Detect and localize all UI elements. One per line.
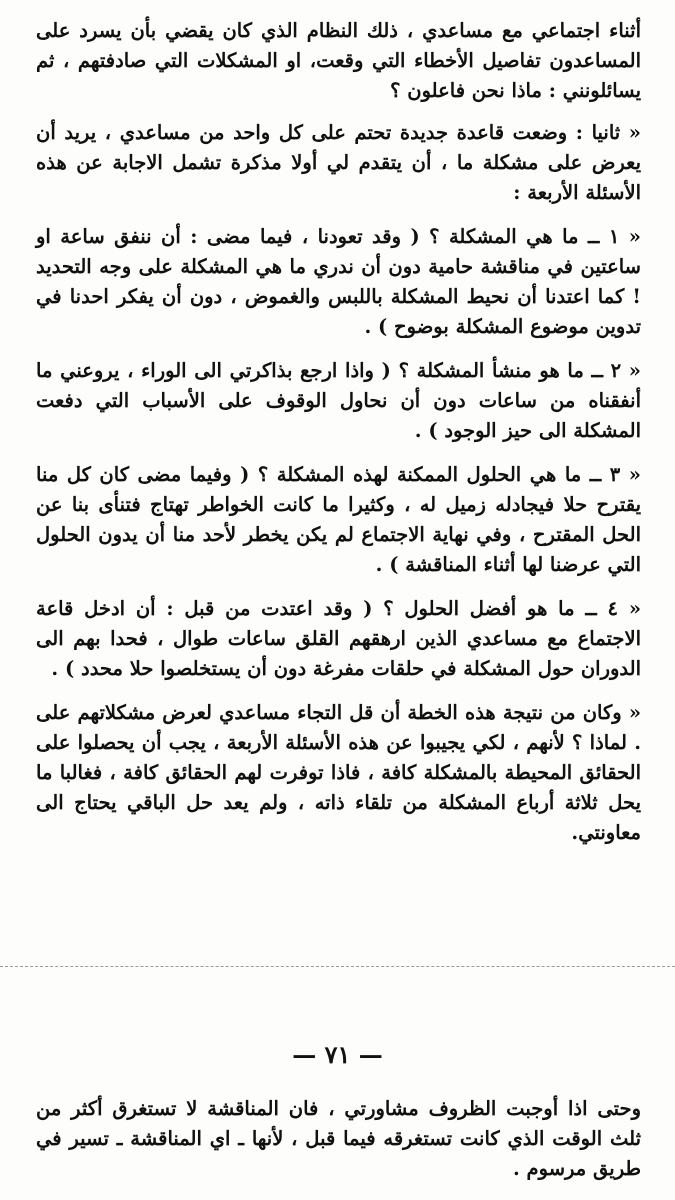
paragraph-4-text: ما هو منشأ المشكلة ؟ ( واذا ارجع بذاكرتي الى الوراء ، يروعني ما أنفقناه من ساعات دون أن نحاول الوقوف على الأسباب التي دفعت المشكلة الى حيز الوجود ) . bbox=[36, 359, 641, 442]
paragraph-2-text: وضعت قاعدة جديدة تحتم على كل واحد من مساعدي ، يريد أن يعرض على مشكلة ما ، أن يتقدم لي أولا مذكرة تشمل الاجابة عن هذه الأسئلة الأربعة : bbox=[36, 121, 641, 204]
bottom-paragraph-text: وحتى اذا أوجبت الظروف مشاورتي ، فان المناقشة لا تستغرق أكثر من ثلث الوقت الذي كانت تستغرقه فيما قبل ، لأنها ـ اي المناقشة ـ تسير في طريق مرسوم . bbox=[36, 1097, 641, 1180]
paragraph-4-label: « ٢ ــ bbox=[591, 359, 641, 382]
paragraph-7 bbox=[36, 698, 641, 848]
paragraph-3-label: « ١ ــ bbox=[587, 225, 641, 248]
top-text-block bbox=[36, 16, 641, 862]
paragraph-5-text: ما هي الحلول الممكنة لهذه المشكلة ؟ ( وفيما مضى كان كل منا يقترح حلا فيجادله زميل له ، وكثيرا ما كانت الخواطر تهتاج فتنأى بنا عن الحل المقترح ، وفي نهاية الاجتماع لم يكن يخطر لأحد منا أن يدون الحلول التي عرضنا لها أثناء المناقشة ) . bbox=[36, 463, 641, 576]
paragraph-5 bbox=[36, 460, 641, 580]
paragraph-6 bbox=[36, 594, 641, 684]
paragraph-2-label: « ثانيا : bbox=[575, 121, 641, 144]
page-number: — ٧١ — bbox=[292, 1040, 383, 1069]
paragraph-2 bbox=[36, 118, 641, 208]
paragraph-3-text: ما هي المشكلة ؟ ( وقد تعودنا ، فيما مضى : أن ننفق ساعة او ساعتين في مناقشة حامية دون أن ندري ما هي المشكلة على وجه التحديد ! كما اعتدنا أن نحيط المشكلة باللبس والغموض ، دون أن يفكر احدنا في تدوين موضوع المشكلة بوضوح ) . bbox=[36, 225, 641, 338]
paragraph-1-text: أثناء اجتماعي مع مساعدي ، ذلك النظام الذي كان يقضي بأن يسرد على المساعدون تفاصيل الأخطاء التي وقعت، او المشكلات التي صادفتهم ، ثم يسائلونني : ماذا نحن فاعلون ؟ bbox=[36, 19, 641, 102]
page-divider bbox=[0, 966, 675, 967]
paragraph-5-label: « ٣ ــ bbox=[589, 463, 641, 486]
paragraph-1 bbox=[36, 16, 641, 106]
paragraph-4 bbox=[36, 356, 641, 446]
bottom-text-block bbox=[36, 1094, 641, 1184]
paragraph-6-text: ما هو أفضل الحلول ؟ ( وقد اعتدت من قبل : أن ادخل قاعة الاجتماع مع مساعدي الذين ارهقهم القلق ساعات طوال ، فحدا بهم الى الدوران حول المشكلة في حلقات مفرغة دون أن يستخلصوا حلا محدد ) . bbox=[36, 597, 641, 680]
paragraph-3 bbox=[36, 222, 641, 342]
paragraph-7-label: « bbox=[628, 701, 641, 724]
paragraph-6-label: « ٤ ــ bbox=[585, 597, 642, 620]
paragraph-7-text: وكان من نتيجة هذه الخطة أن قل التجاء مساعدي لعرض مشكلاتهم على . لماذا ؟ لأنهم ، لكي يجيبوا عن هذه الأسئلة الأربعة ، يجب أن يحصلوا على الحقائق المحيطة بالمشكلة كافة ، فاذا توفرت لهم الحقائق كافة ، فغالبا ما يحل ثلاثة أرباع المشكلة من تلقاء ذاته ، ولم يعد حل الباقي يحتاج الى معاونتي. bbox=[36, 701, 641, 844]
